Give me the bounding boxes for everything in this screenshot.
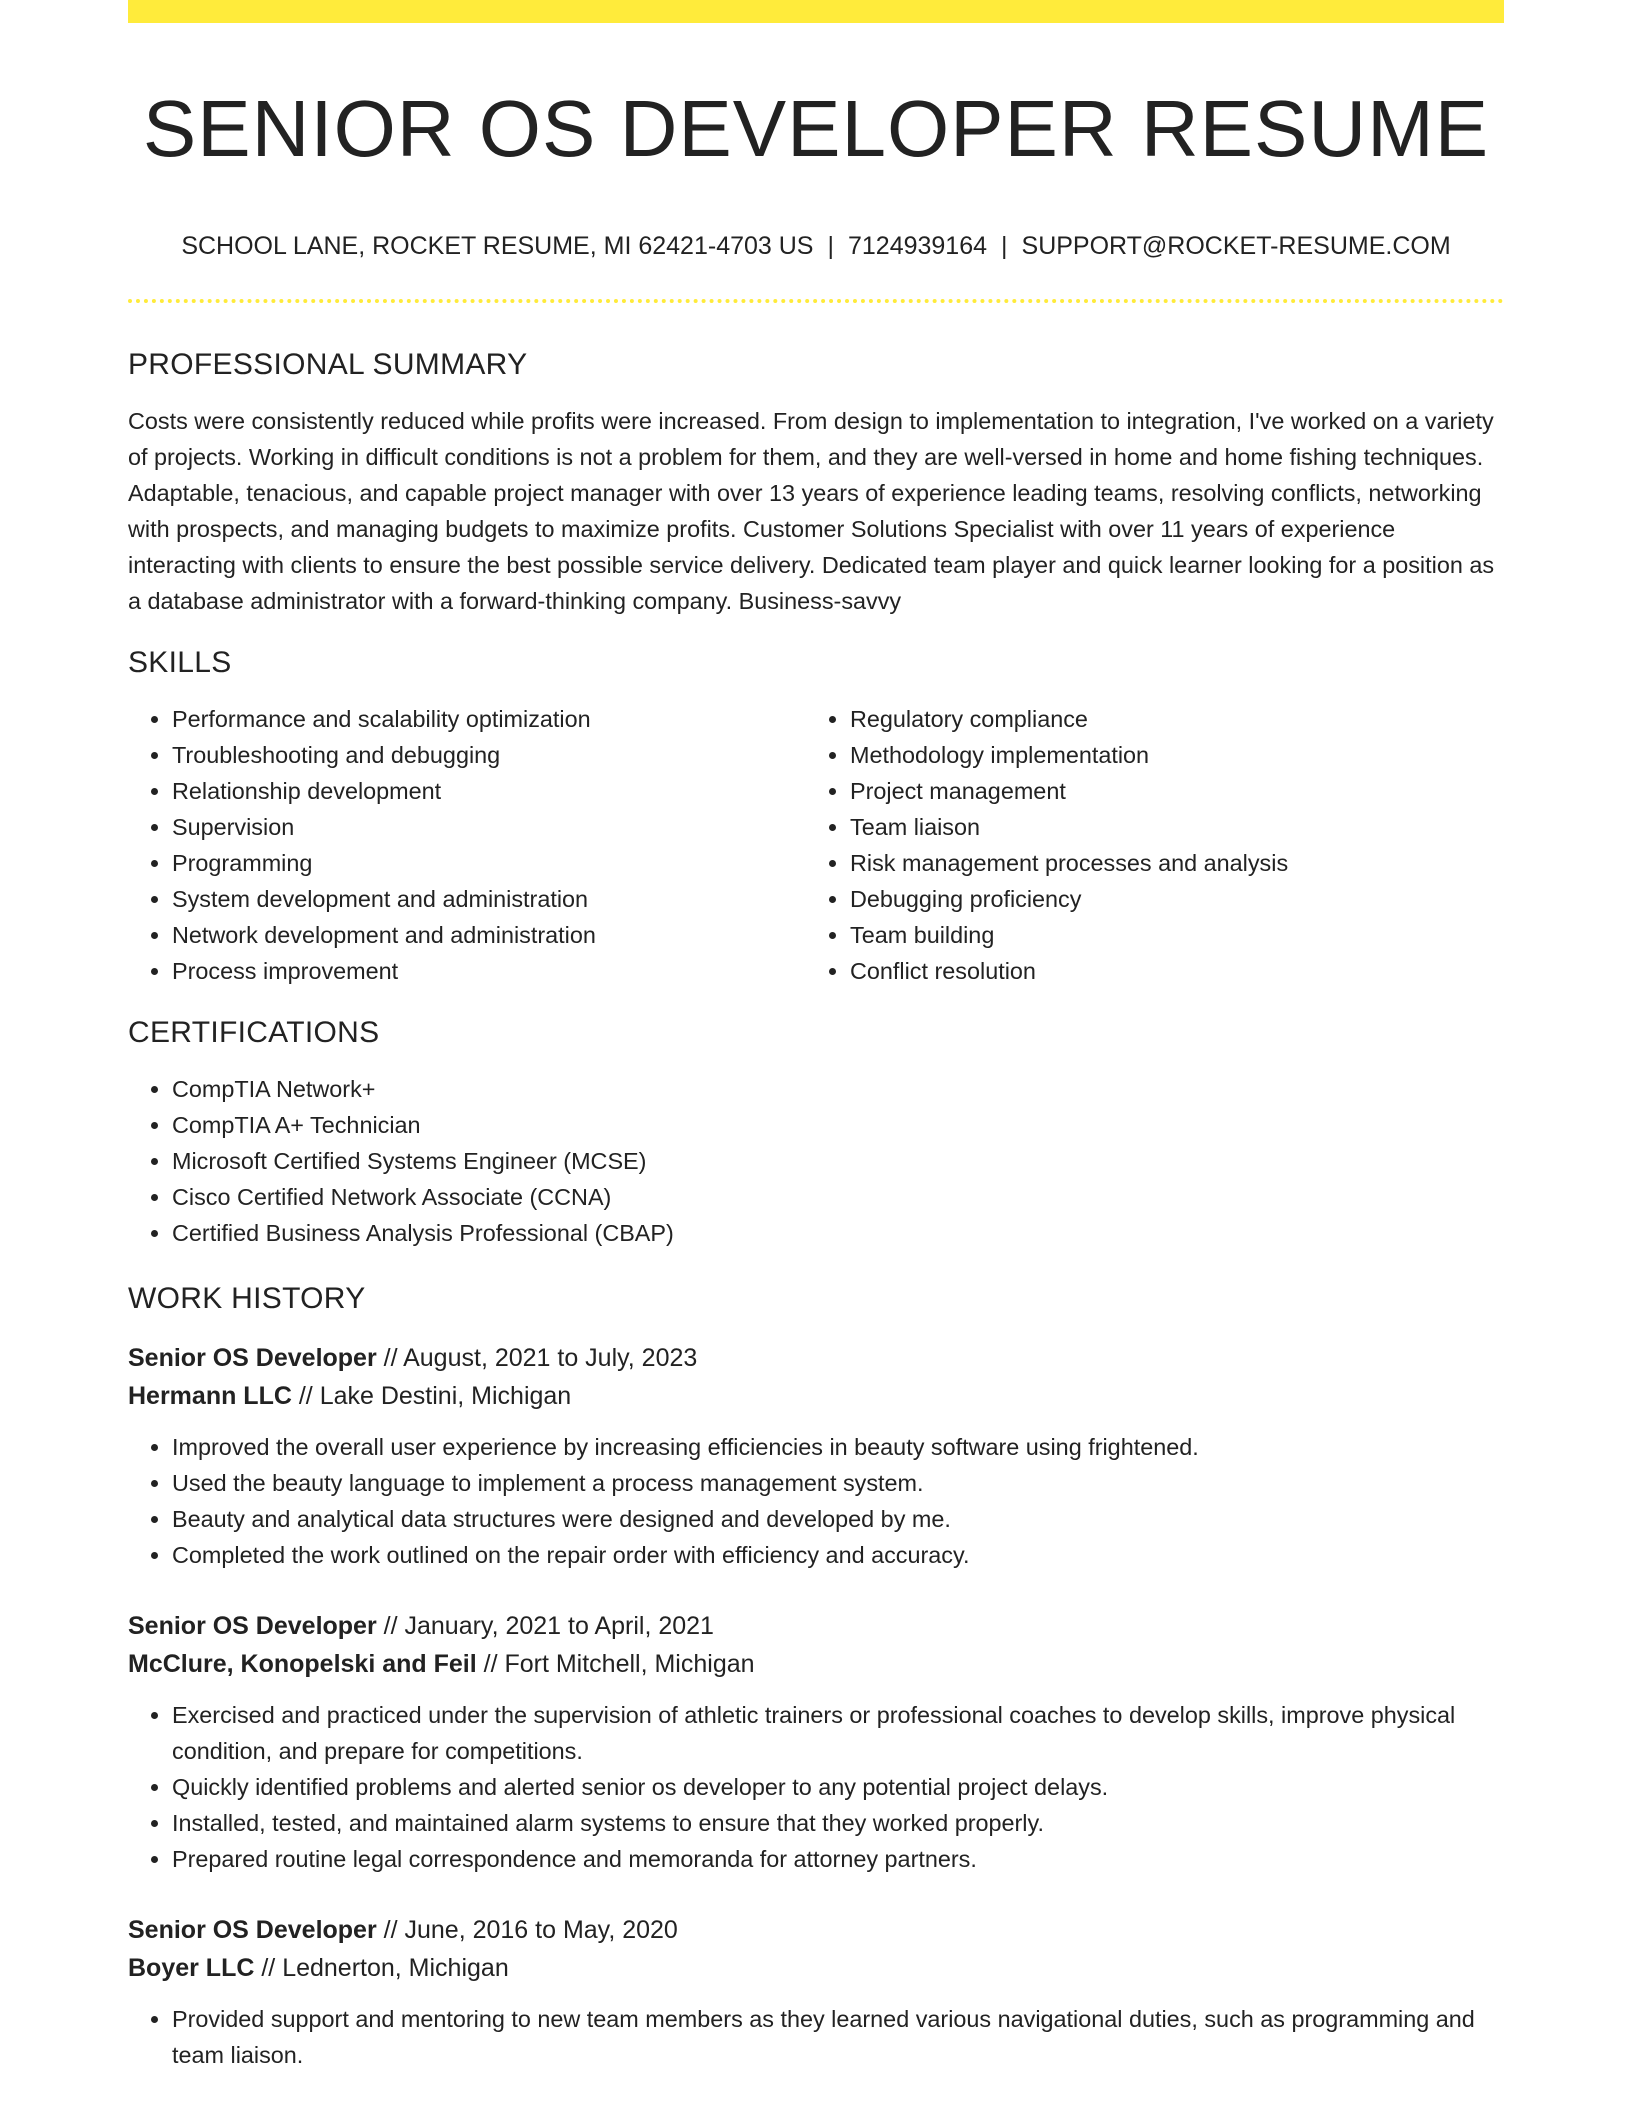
job-bullets [128,1697,1504,1877]
skill-item: • Risk management processes and analysis [850,845,1484,881]
skills-left-list [128,701,806,989]
summary-heading: PROFESSIONAL SUMMARY [128,348,528,381]
summary-text: Costs were consistently reduced while profits were increased. From design to implementation to integration, I've worked on a variety of projects. Working in difficult conditions is not a problem for them, and they are well-versed in home and home fishing techniques. Adaptable, tenacious, and capable project manager with over 13 years of experience leading teams, resolving conflicts, networking with prospects, and managing budgets to maximize profits. Customer Solutions Specialist with over 11 years of experience interacting with clients to ensure the best possible service delivery. Dedicated team player and quick learner looking for a position as a database administrator with a forward-thinking company. Business-savvy [128,408,1495,614]
job-role-line [128,1339,1504,1377]
certifications-heading: CERTIFICATIONS [128,1016,380,1049]
phone: 7124939164 [847,232,988,260]
certification-item: • Microsoft Certified Systems Engineer (MCSE) [172,1143,1504,1179]
contact-separator: | [827,232,834,260]
skill-item: • Methodology implementation [850,737,1484,773]
job-bullets [128,2001,1504,2073]
skills-columns [128,701,1504,989]
skill-item: • Team liaison [850,809,1484,845]
job-company: McClure, Konopelski and Feil [128,1650,477,1678]
skill-item: • Troubleshooting and debugging [172,737,806,773]
skill-item: • Process improvement [172,953,806,989]
work-history-heading: WORK HISTORY [128,1282,366,1315]
job-location: // Lake Destini, Michigan [291,1382,572,1410]
job-dates: // August, 2021 to July, 2023 [376,1344,698,1372]
skill-item: • Conflict resolution [850,953,1484,989]
job-location: // Fort Mitchell, Michigan [476,1650,755,1678]
job-role: Senior OS Developer [128,1344,377,1372]
certification-item: • CompTIA A+ Technician [172,1107,1504,1143]
job-bullet: • Provided support and mentoring to new team members as they learned various navigational duties, such as programming and team liaison. [172,2001,1504,2073]
job-role: Senior OS Developer [128,1916,377,1944]
certification-item: • Certified Business Analysis Professional (CBAP) [172,1215,1504,1251]
certifications-list [128,1071,1504,1251]
job-role-line [128,1911,1504,1949]
email: SUPPORT@ROCKET-RESUME.COM [1021,232,1451,260]
skill-item: • Performance and scalability optimization [172,701,806,737]
job-company-line [128,1377,1504,1415]
job-entry [128,1607,1504,1877]
skill-item: • Programming [172,845,806,881]
skill-item: • System development and administration [172,881,806,917]
job-bullets [128,1429,1504,1573]
contact-separator: | [1001,232,1008,260]
job-company: Boyer LLC [128,1954,255,1982]
job-bullet: • Exercised and practiced under the supervision of athletic trainers or professional coaches to develop skills, improve physical condition, and prepare for competitions. [172,1697,1504,1769]
job-dates: // June, 2016 to May, 2020 [376,1916,678,1944]
skill-item: • Debugging proficiency [850,881,1484,917]
job-location: // Lednerton, Michigan [254,1954,509,1982]
job-role: Senior OS Developer [128,1612,377,1640]
skill-item: • Supervision [172,809,806,845]
skill-item: • Relationship development [172,773,806,809]
accent-bar [128,0,1504,23]
skill-item: • Project management [850,773,1484,809]
address: SCHOOL LANE, ROCKET RESUME, MI 62421-4703 US [181,232,814,260]
job-bullet: • Used the beauty language to implement a process management system. [172,1465,1504,1501]
resume-page [128,0,1504,2073]
job-entry [128,1911,1504,2073]
job-bullet: • Quickly identified problems and alerted senior os developer to any potential project delays. [172,1769,1504,1805]
job-bullet: • Completed the work outlined on the repair order with efficiency and accuracy. [172,1537,1504,1573]
job-bullet: • Beauty and analytical data structures were designed and developed by me. [172,1501,1504,1537]
certification-item: • CompTIA Network+ [172,1071,1504,1107]
job-company-line [128,1645,1504,1683]
certification-item: • Cisco Certified Network Associate (CCNA) [172,1179,1504,1215]
skills-heading: SKILLS [128,646,232,679]
skill-item: • Team building [850,917,1484,953]
skills-right-list [806,701,1484,989]
skill-item: • Regulatory compliance [850,701,1484,737]
dotted-divider [128,299,1504,303]
job-dates: // January, 2021 to April, 2021 [376,1612,714,1640]
job-bullet: • Improved the overall user experience by increasing efficiencies in beauty software using frightened. [172,1429,1504,1465]
contact-line [128,231,1504,261]
job-company-line [128,1949,1504,1987]
job-entry [128,1339,1504,1573]
skill-item: • Network development and administration [172,917,806,953]
resume-title: SENIOR OS DEVELOPER RESUME [142,84,1490,173]
job-company: Hermann LLC [128,1382,292,1410]
job-bullet: • Prepared routine legal correspondence and memoranda for attorney partners. [172,1841,1504,1877]
job-bullet: • Installed, tested, and maintained alarm systems to ensure that they worked properly. [172,1805,1504,1841]
job-role-line [128,1607,1504,1645]
